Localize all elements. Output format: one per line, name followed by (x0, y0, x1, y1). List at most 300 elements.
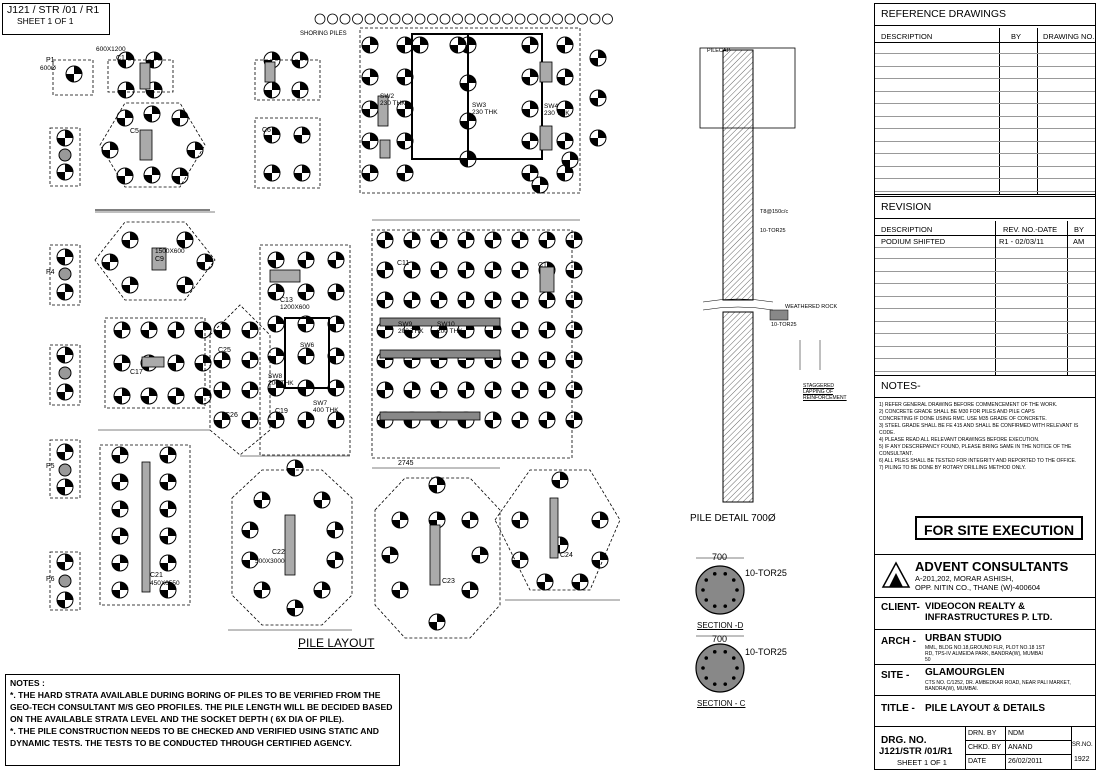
pile-symbol (118, 82, 134, 98)
date-value: 26/02/2011 (1008, 758, 1043, 765)
pile-symbol (117, 168, 133, 184)
revision-title: REVISION (875, 197, 1095, 219)
column (540, 62, 552, 82)
pile-symbol (557, 37, 573, 53)
pile-symbol (458, 292, 474, 308)
pile-symbol (397, 165, 413, 181)
revision-empty-row (875, 272, 1095, 284)
label-sw9: SW9 200 THK (398, 321, 424, 335)
reference-drawings-section (875, 4, 1095, 195)
shear-wall-sw10 (380, 350, 500, 358)
revision-empty-row (875, 260, 1095, 272)
pile-symbol (66, 66, 82, 82)
rev-number-date: R1 - 02/03/11 (999, 237, 1044, 246)
pile-symbol (458, 262, 474, 278)
pile-symbol (214, 322, 230, 338)
pile-symbol (362, 101, 378, 117)
drg-no-label: DRG. NO. (881, 735, 927, 746)
label-c11: C11 (397, 260, 410, 267)
architect-section (875, 630, 1095, 665)
pile-symbol (485, 412, 501, 428)
drg-sheet: SHEET 1 OF 1 (897, 758, 947, 767)
pile-symbol (458, 232, 474, 248)
label-p1: P1 (46, 57, 55, 64)
label-sw8: SW8 200 THK (268, 373, 294, 387)
pile-symbol (539, 292, 555, 308)
shoring-pile (540, 14, 550, 24)
rebar-dot (732, 578, 736, 582)
rebar-dot (701, 588, 705, 592)
tb-note-8: 7) PILING TO BE DONE BY ROTARY DRILLING METHOD ONLY. (879, 465, 1026, 471)
reference-row (875, 92, 1095, 104)
titleblock-notes-title: NOTES- (875, 375, 1095, 398)
pile-symbol (57, 130, 73, 146)
pile-symbol (522, 37, 538, 53)
pile-symbol (242, 322, 258, 338)
label-p6: P6 (46, 576, 55, 583)
column-c12 (540, 267, 554, 292)
note-item-1: *. THE HARD STRATA AVAILABLE DURING BORING OF PILES TO BE VERIFIED FROM THE GEO-TECH CONSULTANT M/S GEO PROFILES. THE PILE LENGTH WILL BE DECIDED BASED ON THE AVAILABLE STRATA LEVEL AND THE SOCKET DEPTH ( 6X DIA OF PILE). (10, 690, 393, 724)
pile-symbol (485, 232, 501, 248)
pile-symbol (287, 460, 303, 476)
pile-symbol (572, 574, 588, 590)
pile-symbol (392, 582, 408, 598)
pile-symbol (377, 292, 393, 308)
column-c13 (270, 270, 300, 282)
pile-symbol (59, 575, 71, 587)
pile-symbol (287, 600, 303, 616)
rebar-dot (732, 656, 736, 660)
drawing-number-section (875, 727, 1095, 769)
pile-symbol (431, 232, 447, 248)
pile-symbol (214, 352, 230, 368)
dim-1500x600: 1500X600 (155, 248, 185, 255)
pile-symbol (328, 252, 344, 268)
column-c23 (430, 525, 440, 585)
pile-symbol (195, 388, 211, 404)
pile-symbol (590, 50, 606, 66)
pile-symbol (566, 292, 582, 308)
pile-symbol (566, 412, 582, 428)
tor-label-2: 10-TOR25 (771, 322, 797, 328)
pile-symbol (264, 82, 280, 98)
column-c17 (142, 357, 164, 367)
pile-symbol (512, 382, 528, 398)
pile-symbol (57, 592, 73, 608)
pile-symbol (160, 447, 176, 463)
revision-empty-row (875, 310, 1095, 322)
revision-header-row (875, 221, 1095, 236)
ref-col-by: BY (1011, 32, 1022, 41)
label-sw2: SW2 230 THK (380, 93, 406, 107)
pile-symbol (362, 165, 378, 181)
pile-symbol (537, 574, 553, 590)
column (380, 140, 390, 158)
pile-symbol (112, 555, 128, 571)
pile-symbol (57, 164, 73, 180)
weathered-rock-label: WEATHERED ROCK (785, 304, 838, 310)
pile-symbol (242, 412, 258, 428)
rebar-dot (723, 650, 727, 654)
pile-symbol (512, 292, 528, 308)
pile-symbol (404, 292, 420, 308)
drg-no: J121/STR /01/R1 (879, 746, 953, 757)
architect-label: ARCH - (881, 636, 916, 647)
pile-symbol (122, 277, 138, 293)
pile-symbol (539, 322, 555, 338)
pile-symbol (431, 292, 447, 308)
pile-symbol (404, 382, 420, 398)
pile-symbol (472, 547, 488, 563)
pile-symbol (172, 110, 188, 126)
note-item-2: *. THE PILE CONSTRUCTION NEEDS TO BE CHECKED AND VERIFIED USING STATIC AND DYNAMIC TESTS. THE TESTS TO BE CONDUCTED THROUGH CERTIFIED AGENCY. (10, 726, 379, 748)
shoring-pile (603, 14, 613, 24)
checked-by-label: CHKD. BY (968, 744, 1002, 751)
column (540, 126, 552, 150)
shoring-pile (353, 14, 363, 24)
for-site-execution-stamp: FOR SITE EXECUTION (915, 516, 1083, 540)
section-d-dia: 700 (712, 552, 728, 562)
label-c22: C22 (272, 549, 285, 556)
pile-symbol (566, 382, 582, 398)
reference-row (875, 105, 1095, 117)
rebar-dot (713, 650, 717, 654)
pile-symbol (112, 474, 128, 490)
shoring-piles-label: SHORING PILES (300, 31, 347, 37)
rev-col-description: DESCRIPTION (881, 225, 933, 234)
pile-symbol (450, 37, 466, 53)
pile-symbol (377, 382, 393, 398)
revision-empty-row (875, 322, 1095, 334)
pilecap-label: PILECAP (707, 48, 731, 54)
pile-shaft-upper (723, 50, 753, 300)
revision-empty-row (875, 297, 1095, 309)
tb-note-2: 2) CONCRETE GRADE SHALL BE M30 FOR PILES AND PILE CAPS (879, 409, 1035, 415)
pile-symbol (57, 444, 73, 460)
column-c22 (285, 515, 295, 575)
pile-symbol (160, 501, 176, 517)
sheet-ref: J121 / STR /01 / R1 (7, 4, 100, 16)
drawing-title: PILE LAYOUT & DETAILS (925, 703, 1046, 714)
column-c1 (140, 63, 150, 89)
label-c17: C17 (130, 369, 143, 376)
pile-symbol (562, 152, 578, 168)
pile-symbol (254, 582, 270, 598)
label-p4: P4 (46, 269, 55, 276)
pile-symbol (242, 352, 258, 368)
pile-symbol (362, 37, 378, 53)
architect-address: MML, BLDG NO.18,GROUND FLR, PLOT NO.18 1ST RD, TPS-IV ALMEIDA PARK, BANDRA(W), MUMBAI 50 (925, 645, 1045, 663)
pile-symbol (328, 380, 344, 396)
pile-symbol (160, 555, 176, 571)
rebar-dot (723, 682, 727, 686)
rebar-dot (713, 572, 717, 576)
tb-note-3: CONCRETING IF DONE USING RMC. USE M35 GRADE OF CONCRETE. (879, 416, 1047, 422)
shoring-pile (340, 14, 350, 24)
pile-symbol (328, 316, 344, 332)
pile-symbol (57, 384, 73, 400)
date-label: DATE (968, 758, 987, 765)
client-section (875, 597, 1095, 630)
pile-symbol (102, 254, 118, 270)
titleblock-notes-list (875, 398, 1095, 476)
label-c23: C23 (442, 578, 455, 585)
pile-symbol (122, 232, 138, 248)
pile-symbol (328, 412, 344, 428)
revision-section (875, 196, 1095, 376)
pile-symbol (328, 284, 344, 300)
pile-symbol (397, 133, 413, 149)
pile-symbol (397, 37, 413, 53)
column-c5 (140, 130, 152, 160)
tb-note-1: 1) REFER GENERAL DRAWING BEFORE COMMENCEMENT OF THE WORK. (879, 402, 1058, 408)
weathered-rock-block (770, 310, 788, 320)
ref-col-drawing-no: DRAWING NO. (1043, 32, 1095, 41)
pile-symbol (294, 165, 310, 181)
pile-symbol (112, 501, 128, 517)
label-c24: C24 (560, 552, 573, 559)
pile-symbol (242, 522, 258, 538)
column-c21 (142, 462, 150, 592)
pile-symbol (264, 165, 280, 181)
pile-symbol (557, 69, 573, 85)
pile-cap-outlines (50, 28, 620, 638)
pile-symbol (397, 69, 413, 85)
pile-symbol (59, 149, 71, 161)
pile-symbol (294, 127, 310, 143)
label-sw10: SW10 200 THK (437, 321, 463, 335)
pile-symbol (168, 355, 184, 371)
tb-note-6: 5) IF ANY DESCREPANCY FOUND, PLEASE BRING SAME IN THE NOTICE OF THE CONSULTANT. (879, 444, 1072, 457)
pile-symbol (298, 412, 314, 428)
pile-symbol (458, 382, 474, 398)
client-label: CLIENT- (881, 602, 920, 613)
rebar-dot (704, 656, 708, 660)
pile-symbol (532, 177, 548, 193)
pile-symbol (592, 512, 608, 528)
column-c2 (265, 62, 275, 82)
firm-name: ADVENT CONSULTANTS (915, 559, 1069, 574)
site-label: SITE - (881, 670, 910, 681)
sr-no: 1922 (1074, 756, 1090, 763)
pile-symbol (144, 167, 160, 183)
pile-symbol (512, 552, 528, 568)
section-c-tor: 10-TOR25 (745, 647, 787, 657)
pile-symbol (429, 477, 445, 493)
dim-1200x600: 1200X600 (280, 304, 310, 311)
label-sw3: SW3 230 THK (472, 102, 498, 116)
pile-symbol (327, 522, 343, 538)
shoring-pile (553, 14, 563, 24)
tb-note-4: 3) STEEL GRADE SHALL BE FE 415 AND SHALL BE CONFIRMED WITH RELEVANT IS CODE. (879, 423, 1079, 436)
rebar-dot (713, 604, 717, 608)
revision-empty-row (875, 335, 1095, 347)
notes-title: NOTES : (10, 678, 45, 688)
shoring-pile (478, 14, 488, 24)
pile-symbol (242, 382, 258, 398)
pile-symbol (57, 347, 73, 363)
drawn-by: NDM (1008, 730, 1024, 737)
rebar-dot (723, 572, 727, 576)
sheet-count: SHEET 1 OF 1 (17, 16, 74, 26)
pile-symbol (57, 249, 73, 265)
rev-description: PODIUM SHIFTED (881, 237, 946, 246)
pile-symbol (114, 355, 130, 371)
pile-symbol (141, 322, 157, 338)
pile-symbol (102, 142, 118, 158)
reference-row (875, 42, 1095, 54)
label-c12: C12 (538, 262, 551, 269)
rebar-dot (713, 682, 717, 686)
pile-symbol (522, 101, 538, 117)
pile-symbol (392, 512, 408, 528)
pile-symbol (522, 133, 538, 149)
tor-label-1: 10-TOR25 (760, 228, 786, 234)
pile-symbol (462, 582, 478, 598)
pile-symbol (112, 528, 128, 544)
pile-symbol (195, 355, 211, 371)
shoring-pile (490, 14, 500, 24)
label-c21: C21 (150, 572, 163, 579)
pile-symbol (172, 168, 188, 184)
pile-symbol (187, 142, 203, 158)
pile-symbol (328, 348, 344, 364)
reference-row (875, 55, 1095, 67)
revision-empty-row (875, 247, 1095, 259)
label-c5: C5 (130, 128, 139, 135)
shoring-pile (440, 14, 450, 24)
pile-symbol (539, 412, 555, 428)
reference-row (875, 180, 1095, 192)
pile-detail-title: PILE DETAIL 700Ø (690, 513, 776, 524)
pile-symbol (195, 322, 211, 338)
rebar-dot (701, 666, 705, 670)
pile-symbol (512, 352, 528, 368)
revision-empty-row (875, 285, 1095, 297)
title-label: TITLE - (881, 703, 915, 714)
dim-600x1200: 600X1200 (96, 46, 126, 53)
pile-symbol (268, 316, 284, 332)
pile-symbol (177, 232, 193, 248)
shoring-pile (565, 14, 575, 24)
pile-symbol (177, 277, 193, 293)
reference-row (875, 80, 1095, 92)
pile-symbol (160, 528, 176, 544)
pile-symbol (431, 262, 447, 278)
shear-wall-c20 (380, 412, 480, 420)
tie-label: T8@150c/c (760, 209, 789, 215)
pile-symbol (114, 322, 130, 338)
rebar-dot (732, 676, 736, 680)
pile-symbol (512, 322, 528, 338)
sr-no-label: SR.NO. (1072, 742, 1093, 748)
pile-symbol (298, 348, 314, 364)
pile-symbol (429, 614, 445, 630)
title-block (874, 3, 1096, 770)
pile-symbol (566, 232, 582, 248)
pile-symbol (590, 130, 606, 146)
revision-empty-row (875, 347, 1095, 359)
pile-symbol (59, 268, 71, 280)
pile-symbol (327, 552, 343, 568)
pile-symbol (214, 382, 230, 398)
pile-symbol (57, 479, 73, 495)
shoring-pile (428, 14, 438, 24)
dim-2745: 2745 (398, 460, 414, 467)
checked-by: ANAND (1008, 744, 1033, 751)
reference-row (875, 130, 1095, 142)
shoring-pile (403, 14, 413, 24)
pile-symbol (485, 262, 501, 278)
label-c6: C6 (262, 127, 271, 134)
pile-symbol (412, 37, 428, 53)
pile-symbol (382, 547, 398, 563)
pile-symbol (462, 512, 478, 528)
dim-500x3000: 500X3000 (255, 558, 285, 565)
pile-symbol (522, 69, 538, 85)
shoring-pile (453, 14, 463, 24)
rebar-dot (735, 666, 739, 670)
general-notes-box (5, 674, 400, 766)
pile-symbol (431, 382, 447, 398)
shoring-pile (390, 14, 400, 24)
reference-row (875, 67, 1095, 79)
shoring-pile (365, 14, 375, 24)
drawn-by-label: DRN. BY (968, 730, 997, 737)
rebar-dot (732, 598, 736, 602)
label-sw6: SW6 (300, 342, 315, 349)
pile-symbol (160, 474, 176, 490)
label-sw7: SW7 400 THK (313, 400, 339, 414)
pile-symbol (112, 582, 128, 598)
pile-symbol (557, 133, 573, 149)
label-c13: C13 (280, 297, 293, 304)
pile-symbol (539, 382, 555, 398)
reference-row (875, 142, 1095, 154)
pile-symbol (404, 232, 420, 248)
pile-symbol (112, 447, 128, 463)
pile-symbol (314, 582, 330, 598)
drawing-title-section (875, 696, 1095, 727)
label-c25: C25 (218, 347, 231, 354)
column-c24 (550, 498, 558, 558)
firm-logo-icon (881, 561, 911, 589)
shoring-pile (503, 14, 513, 24)
pile-symbol (485, 382, 501, 398)
shoring-pile (378, 14, 388, 24)
shoring-pile (515, 14, 525, 24)
section-d-tor: 10-TOR25 (745, 568, 787, 578)
rebar-dot (735, 588, 739, 592)
reference-row (875, 117, 1095, 129)
pile-symbol (57, 284, 73, 300)
rev-by: AM (1073, 237, 1085, 246)
pile-symbol (114, 388, 130, 404)
pile-symbol (268, 252, 284, 268)
pile-symbol (59, 367, 71, 379)
pile-symbol (539, 352, 555, 368)
pile-group (57, 14, 613, 630)
label-c19: C19 (275, 408, 288, 415)
shoring-pile (415, 14, 425, 24)
stagger-label: STAGGERED LAPPING OF REINFORCEMENT (803, 383, 847, 401)
pile-symbol (512, 232, 528, 248)
site-address: CTS NO. C/1252, DR. AMBEDKAR ROAD, NEAR PALI MARKET, BANDRA(W), MUMBAI. (925, 680, 1071, 692)
pile-symbol (566, 322, 582, 338)
pile-symbol (552, 472, 568, 488)
pile-symbol (141, 388, 157, 404)
revision-empty-row (875, 360, 1095, 372)
